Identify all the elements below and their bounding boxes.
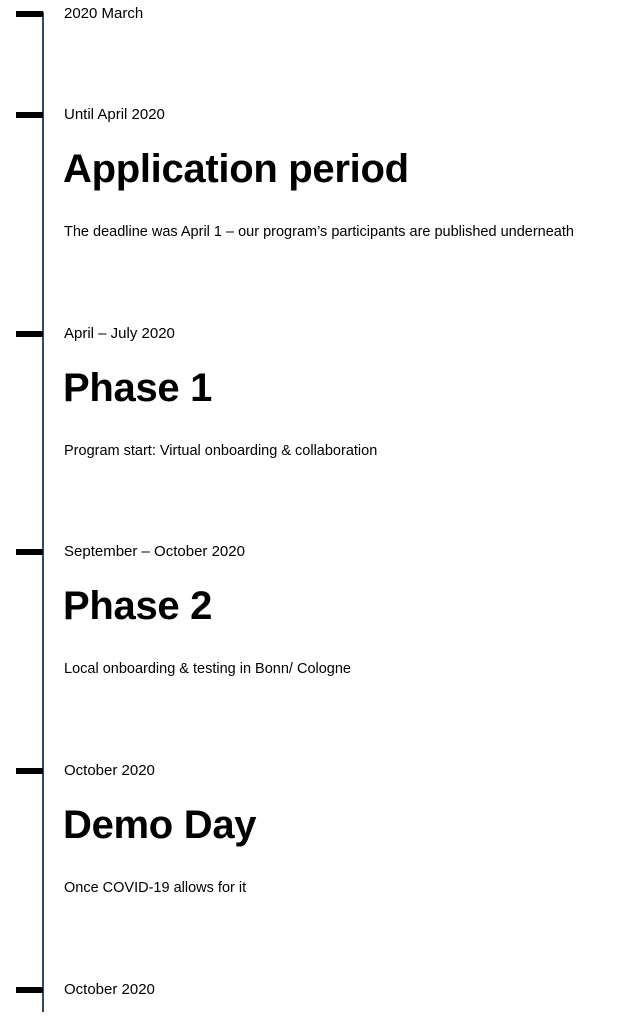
timeline-description: The deadline was April 1 – our program’s participants are published underneath (64, 224, 574, 240)
timeline-date: Until April 2020 (64, 106, 165, 123)
timeline-date: September – October 2020 (64, 543, 245, 560)
timeline-date: October 2020 (64, 762, 155, 779)
timeline-description: Once COVID-19 allows for it (64, 880, 247, 896)
timeline-line (42, 12, 44, 1012)
timeline-title: Phase 1 (63, 366, 213, 410)
timeline-marker (16, 11, 43, 17)
timeline-marker (16, 768, 43, 774)
timeline-title: Demo Day (63, 803, 257, 847)
timeline-marker (16, 331, 43, 337)
timeline-description: Program start: Virtual onboarding & collaboration (64, 443, 378, 459)
timeline-date: April – July 2020 (64, 325, 175, 342)
timeline-marker (16, 112, 43, 118)
timeline-date: October 2020 (64, 981, 155, 998)
timeline-description: Local onboarding & testing in Bonn/ Cologne (64, 661, 351, 677)
timeline-date: 2020 March (64, 5, 144, 22)
timeline-title: Phase 2 (63, 584, 213, 628)
timeline-marker (16, 987, 43, 993)
timeline-title: Application period (63, 147, 409, 191)
timeline-marker (16, 549, 43, 555)
